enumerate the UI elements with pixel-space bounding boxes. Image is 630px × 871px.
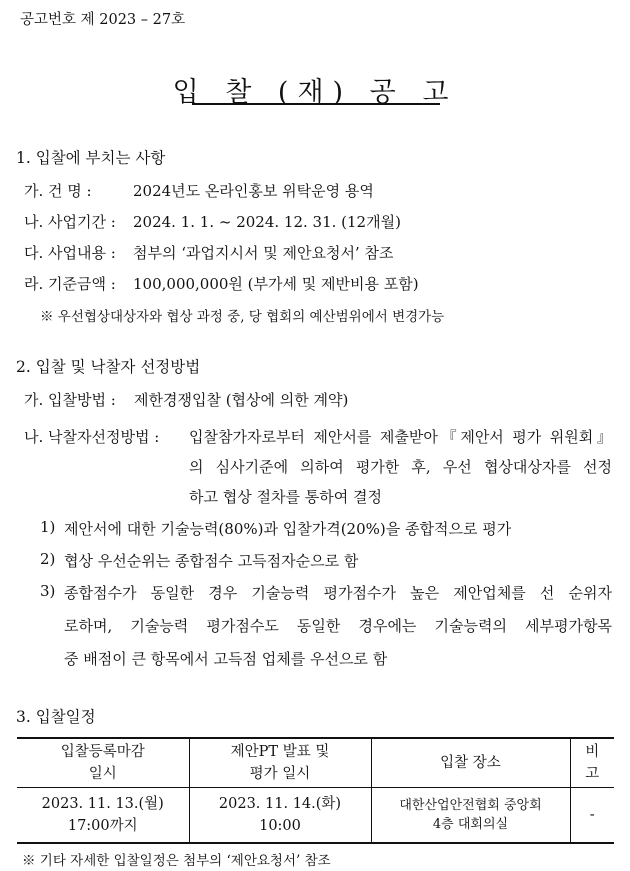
selection-line-2: 의 심사기준에 의하여 평가한 후, 우선 협상대상자를 선정 [189,458,612,476]
header-remark [570,738,614,788]
header-place-text: 입찰 장소 [440,755,501,771]
criteria-3-line-3: 중 배점이 큰 항목에서 고득점 업체를 우선으로 함 [64,650,388,668]
title-underline [192,103,440,105]
selection-method-label: 나. 낙찰자선정방법 : [24,428,160,446]
header-remark-line2: 고 [585,766,600,782]
deadline-time: 17:00까지 [67,818,138,834]
header-pt-line2: 평가 일시 [249,766,311,782]
section3-note: ※ 기타 자세한 입찰일정은 첨부의 ‘제안요청서’ 참조 [22,853,331,869]
section3-heading: 3. 입찰일정 [16,708,96,726]
criteria-2-text: 협상 우선순위는 종합점수 고득점자순으로 함 [64,552,359,570]
bid-method-label: 가. 입찰방법 : [24,391,116,409]
item-content-label: 다. 사업내용 : [24,244,116,262]
header-deadline-line2: 일시 [88,766,117,782]
item-amount-value: 100,000,000원 (부가세 및 제반비용 포함) [133,275,419,293]
place-line2: 4층 대회의실 [432,817,509,832]
pt-time: 10:00 [259,818,301,834]
cell-pt [189,788,371,844]
item-period-label: 나. 사업기간 : [24,213,116,231]
cell-deadline [17,788,189,844]
section1-note: ※ 우선협상대상자와 협상 과정 중, 당 협회의 예산범위에서 변경가능 [40,309,445,325]
header-pt [189,738,371,788]
item-content-value: 첨부의 ‘과업지시서 및 제안요청서’ 참조 [133,244,394,262]
place-line1: 대한산업안전협회 중앙회 [399,798,542,813]
item-period-value: 2024. 1. 1. ~ 2024. 12. 31. (12개월) [133,213,401,231]
section2-heading: 2. 입찰 및 낙찰자 선정방법 [16,358,201,376]
selection-line-3: 하고 협상 절차를 통하여 결정 [189,488,382,506]
item-name-value: 2024년도 온라인홍보 위탁운영 용역 [133,182,374,200]
item-amount-label: 라. 기준금액 : [24,275,116,293]
page-title: 입 찰 (재) 공 고 [172,77,458,108]
header-remark-line1: 비 [585,744,600,760]
criteria-2-num: 2) [40,550,56,568]
cell-place [371,788,570,844]
criteria-3-line-1: 종합점수가 동일한 경우 기술능력 평가점수가 높은 제안업체를 선 순위자 [64,584,612,602]
criteria-3-line-2: 로하며, 기술능력 평가점수도 동일한 경우에는 기술능력의 세부평가항목 [64,617,612,635]
section1-heading: 1. 입찰에 부치는 사항 [16,149,166,167]
table-row [17,788,614,844]
header-deadline [17,738,189,788]
pt-date: 2023. 11. 14.(화) [218,796,342,812]
criteria-1-num: 1) [40,518,56,536]
header-pt-line1: 제안PT 발표 및 [230,744,330,760]
header-deadline-line1: 입찰등록마감 [60,744,145,760]
bid-method-value: 제한경쟁입찰 (협상에 의한 계약) [134,391,349,409]
remark-value: - [589,807,595,823]
criteria-1-text: 제안서에 대한 기술능력(80%)과 입찰가격(20%)을 종합적으로 평가 [64,520,512,538]
header-place [371,738,570,788]
notice-number: 공고번호 제 2023 – 27호 [20,12,186,28]
selection-line-1: 입찰참가자로부터 제안서를 제출받아『제안서 평가 위원회』 [189,428,612,446]
table-header-row [17,738,614,788]
cell-remark [570,788,614,844]
deadline-date: 2023. 11. 13.(월) [41,796,164,812]
schedule-table [17,737,614,844]
criteria-3-num: 3) [40,582,56,600]
item-name-label: 가. 건 명 : [24,182,92,200]
